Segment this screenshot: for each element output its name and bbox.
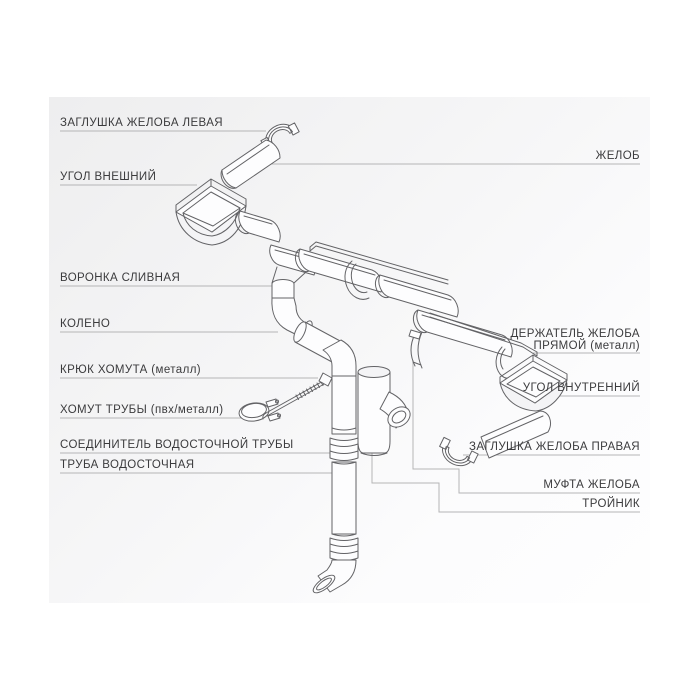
drawing-downpipe-coupling bbox=[330, 538, 358, 561]
label-gutter-end-cap-left: ЗАГЛУШКА ЖЕЛОБА ЛЕВАЯ bbox=[60, 117, 223, 129]
label-gutter-holder-line2: ПРЯМОЙ (металл) bbox=[533, 340, 640, 352]
drawing-downpipe-connector bbox=[330, 438, 358, 461]
label-gutter-end-cap-right: ЗАГЛУШКА ЖЕЛОБА ПРАВАЯ bbox=[469, 441, 640, 453]
drawing bbox=[176, 118, 567, 596]
label-outer-corner: УГОЛ ВНЕШНИЙ bbox=[60, 171, 157, 183]
label-gutter-holder-line1: ДЕРЖАТЕЛЬ ЖЕЛОБА bbox=[510, 328, 640, 340]
label-clamp-hook: КРЮК ХОМУТА (металл) bbox=[60, 364, 202, 376]
drawing-pipe-clamp bbox=[238, 399, 281, 423]
drawing-outer-corner bbox=[176, 179, 246, 245]
label-tee: ТРОЙНИК bbox=[582, 498, 640, 510]
drawing-downpipe bbox=[311, 376, 358, 596]
drawing-tee bbox=[358, 367, 414, 456]
label-downpipe-connector: СОЕДИНИТЕЛЬ ВОДОСТОЧНОЙ ТРУБЫ bbox=[60, 439, 294, 451]
label-gutter-coupling: МУФТА ЖЕЛОБА bbox=[543, 479, 640, 491]
drawing-gutter-short bbox=[235, 211, 280, 242]
drawing-gutter-coupling bbox=[409, 330, 422, 368]
label-pipe-clamp: ХОМУТ ТРУБЫ (пвх/металл) bbox=[60, 404, 224, 416]
label-elbow: КОЛЕНО bbox=[60, 318, 111, 330]
label-inner-corner: УГОЛ ВНУТРЕННИЙ bbox=[522, 382, 640, 394]
label-gutter: ЖЕЛОБ bbox=[595, 150, 640, 162]
drawing-clamp-hook bbox=[263, 373, 332, 419]
label-downpipe: ТРУБА ВОДОСТОЧНАЯ bbox=[60, 459, 195, 471]
drawing-gutter-section bbox=[221, 140, 280, 188]
label-drain-funnel: ВОРОНКА СЛИВНАЯ bbox=[60, 272, 181, 284]
